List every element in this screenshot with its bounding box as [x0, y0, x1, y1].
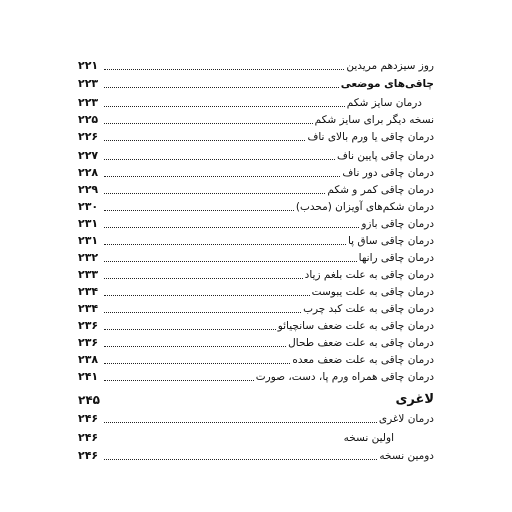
toc-page-number: ۲۴۶ — [78, 431, 99, 444]
toc-page-number: ۲۴۶ — [78, 412, 99, 425]
toc-page-number: ۲۲۵ — [78, 113, 99, 126]
dot-leader — [104, 459, 377, 460]
toc-page-number: ۲۲۳ — [78, 96, 99, 109]
dot-leader — [104, 363, 290, 364]
toc-entry-title: درمان چاقی پایین ناف — [337, 150, 434, 162]
toc-entry-title: درمان چاقی رانها — [358, 252, 434, 264]
toc-page-number: ۲۲۶ — [78, 130, 99, 143]
toc-page-number: ۲۳۲ — [78, 251, 99, 264]
toc-page-number: ۲۳۶ — [78, 336, 99, 349]
toc-entry — [78, 250, 434, 266]
toc-entry-title: درمان چاقی ساق پا — [347, 235, 434, 247]
dot-leader — [104, 422, 377, 423]
toc-entry — [78, 182, 434, 198]
dot-leader — [104, 140, 305, 141]
dot-leader — [104, 380, 254, 381]
toc-page-number: ۲۲۷ — [78, 149, 99, 162]
toc-entry — [78, 301, 434, 317]
toc-entry — [78, 129, 434, 145]
toc-entry — [78, 369, 434, 385]
toc-entry — [78, 76, 434, 92]
toc-entry — [78, 352, 434, 368]
toc-page-number: ۲۴۶ — [78, 449, 99, 462]
dot-leader — [104, 261, 357, 262]
toc-entry-title: اولین نسخه — [343, 432, 394, 444]
dot-leader — [104, 123, 313, 124]
toc-page-number: ۲۳۴ — [78, 302, 99, 315]
toc-entry-title: درمان چاقی به علت کبد چرب — [303, 303, 434, 315]
toc-entry — [78, 411, 434, 427]
dot-leader — [104, 176, 340, 177]
toc-entry — [78, 284, 434, 300]
toc-entry — [78, 335, 434, 351]
toc-page-number: ۲۲۹ — [78, 183, 99, 196]
toc-entry-title: چاقی‌های موضعی — [340, 78, 434, 90]
dot-leader — [104, 69, 344, 70]
dot-leader — [104, 159, 335, 160]
dot-leader — [104, 329, 276, 330]
toc-entry — [78, 392, 434, 408]
toc-page-number: ۲۳۴ — [78, 285, 99, 298]
dot-leader — [104, 227, 359, 228]
toc-page-number: ۲۲۳ — [78, 77, 99, 90]
toc-entry-title: درمان سایز شکم — [346, 97, 422, 109]
toc-page-number: ۲۳۳ — [78, 268, 99, 281]
toc-entry-title: درمان چاقی بازو — [361, 218, 434, 230]
dot-leader — [104, 106, 345, 107]
toc-entry — [78, 448, 434, 464]
toc-page-number: ۲۴۱ — [78, 370, 99, 383]
toc-page-number: ۲۳۰ — [78, 200, 99, 213]
toc-entry — [78, 148, 434, 164]
toc-page-number: ۲۲۸ — [78, 166, 99, 179]
toc-entry-title: درمان چاقی همراه ورم پا، دست، صورت — [255, 371, 434, 383]
toc-entry-title: درمان چاقی به علت یبوست — [311, 286, 434, 298]
toc-page-number: ۲۳۸ — [78, 353, 99, 366]
toc-page-number: ۲۳۱ — [78, 234, 99, 247]
toc-entry-title: درمان چاقی دور ناف — [342, 167, 434, 179]
toc-page-number: ۲۳۶ — [78, 319, 99, 332]
toc-entry — [78, 430, 434, 446]
toc-entry-title: درمان چاقی یا ورم بالای ناف — [307, 131, 434, 143]
dot-leader — [104, 244, 346, 245]
toc-page-number: ۲۲۱ — [78, 59, 99, 72]
toc-entry — [78, 95, 434, 111]
toc-entry-title: نسخه دیگر برای سایز شکم — [314, 114, 434, 126]
dot-leader — [104, 278, 303, 279]
dot-leader — [104, 193, 325, 194]
dot-leader — [104, 312, 301, 313]
toc-entry-title: درمان چاقی به علت بلغم زیاد — [304, 269, 434, 281]
toc-entry-title: دومین نسخه — [379, 450, 434, 462]
dot-leader — [104, 210, 294, 211]
toc-entry-title: درمان چاقی به علت ضعف معده — [292, 354, 434, 366]
toc-entry-title: روز سیزدهم مریدین — [346, 60, 434, 72]
toc-entry-title: درمان شکم‌های آویزان (محدب) — [295, 201, 434, 213]
toc-entry — [78, 318, 434, 334]
dot-leader — [104, 87, 339, 88]
toc-entry-title: درمان چاقی به علت ضعف طحال — [288, 337, 434, 349]
dot-leader — [104, 346, 286, 347]
toc-entry-title: درمان چاقی به علت ضعف سانچیائو — [277, 320, 434, 332]
toc-entry — [78, 58, 434, 74]
section-heading: لاغری — [395, 392, 434, 407]
toc-page-number: ۲۳۱ — [78, 217, 99, 230]
toc-entry-title: درمان لاغری — [378, 413, 434, 425]
dot-leader — [104, 295, 310, 296]
toc-entry — [78, 233, 434, 249]
toc-entry — [78, 216, 434, 232]
toc-entry — [78, 199, 434, 215]
toc-page-number: ۲۴۵ — [78, 393, 100, 407]
toc-entry — [78, 165, 434, 181]
toc-entry — [78, 267, 434, 283]
toc-entry-title: درمان چاقی کمر و شکم — [327, 184, 434, 196]
toc-entry — [78, 112, 434, 128]
